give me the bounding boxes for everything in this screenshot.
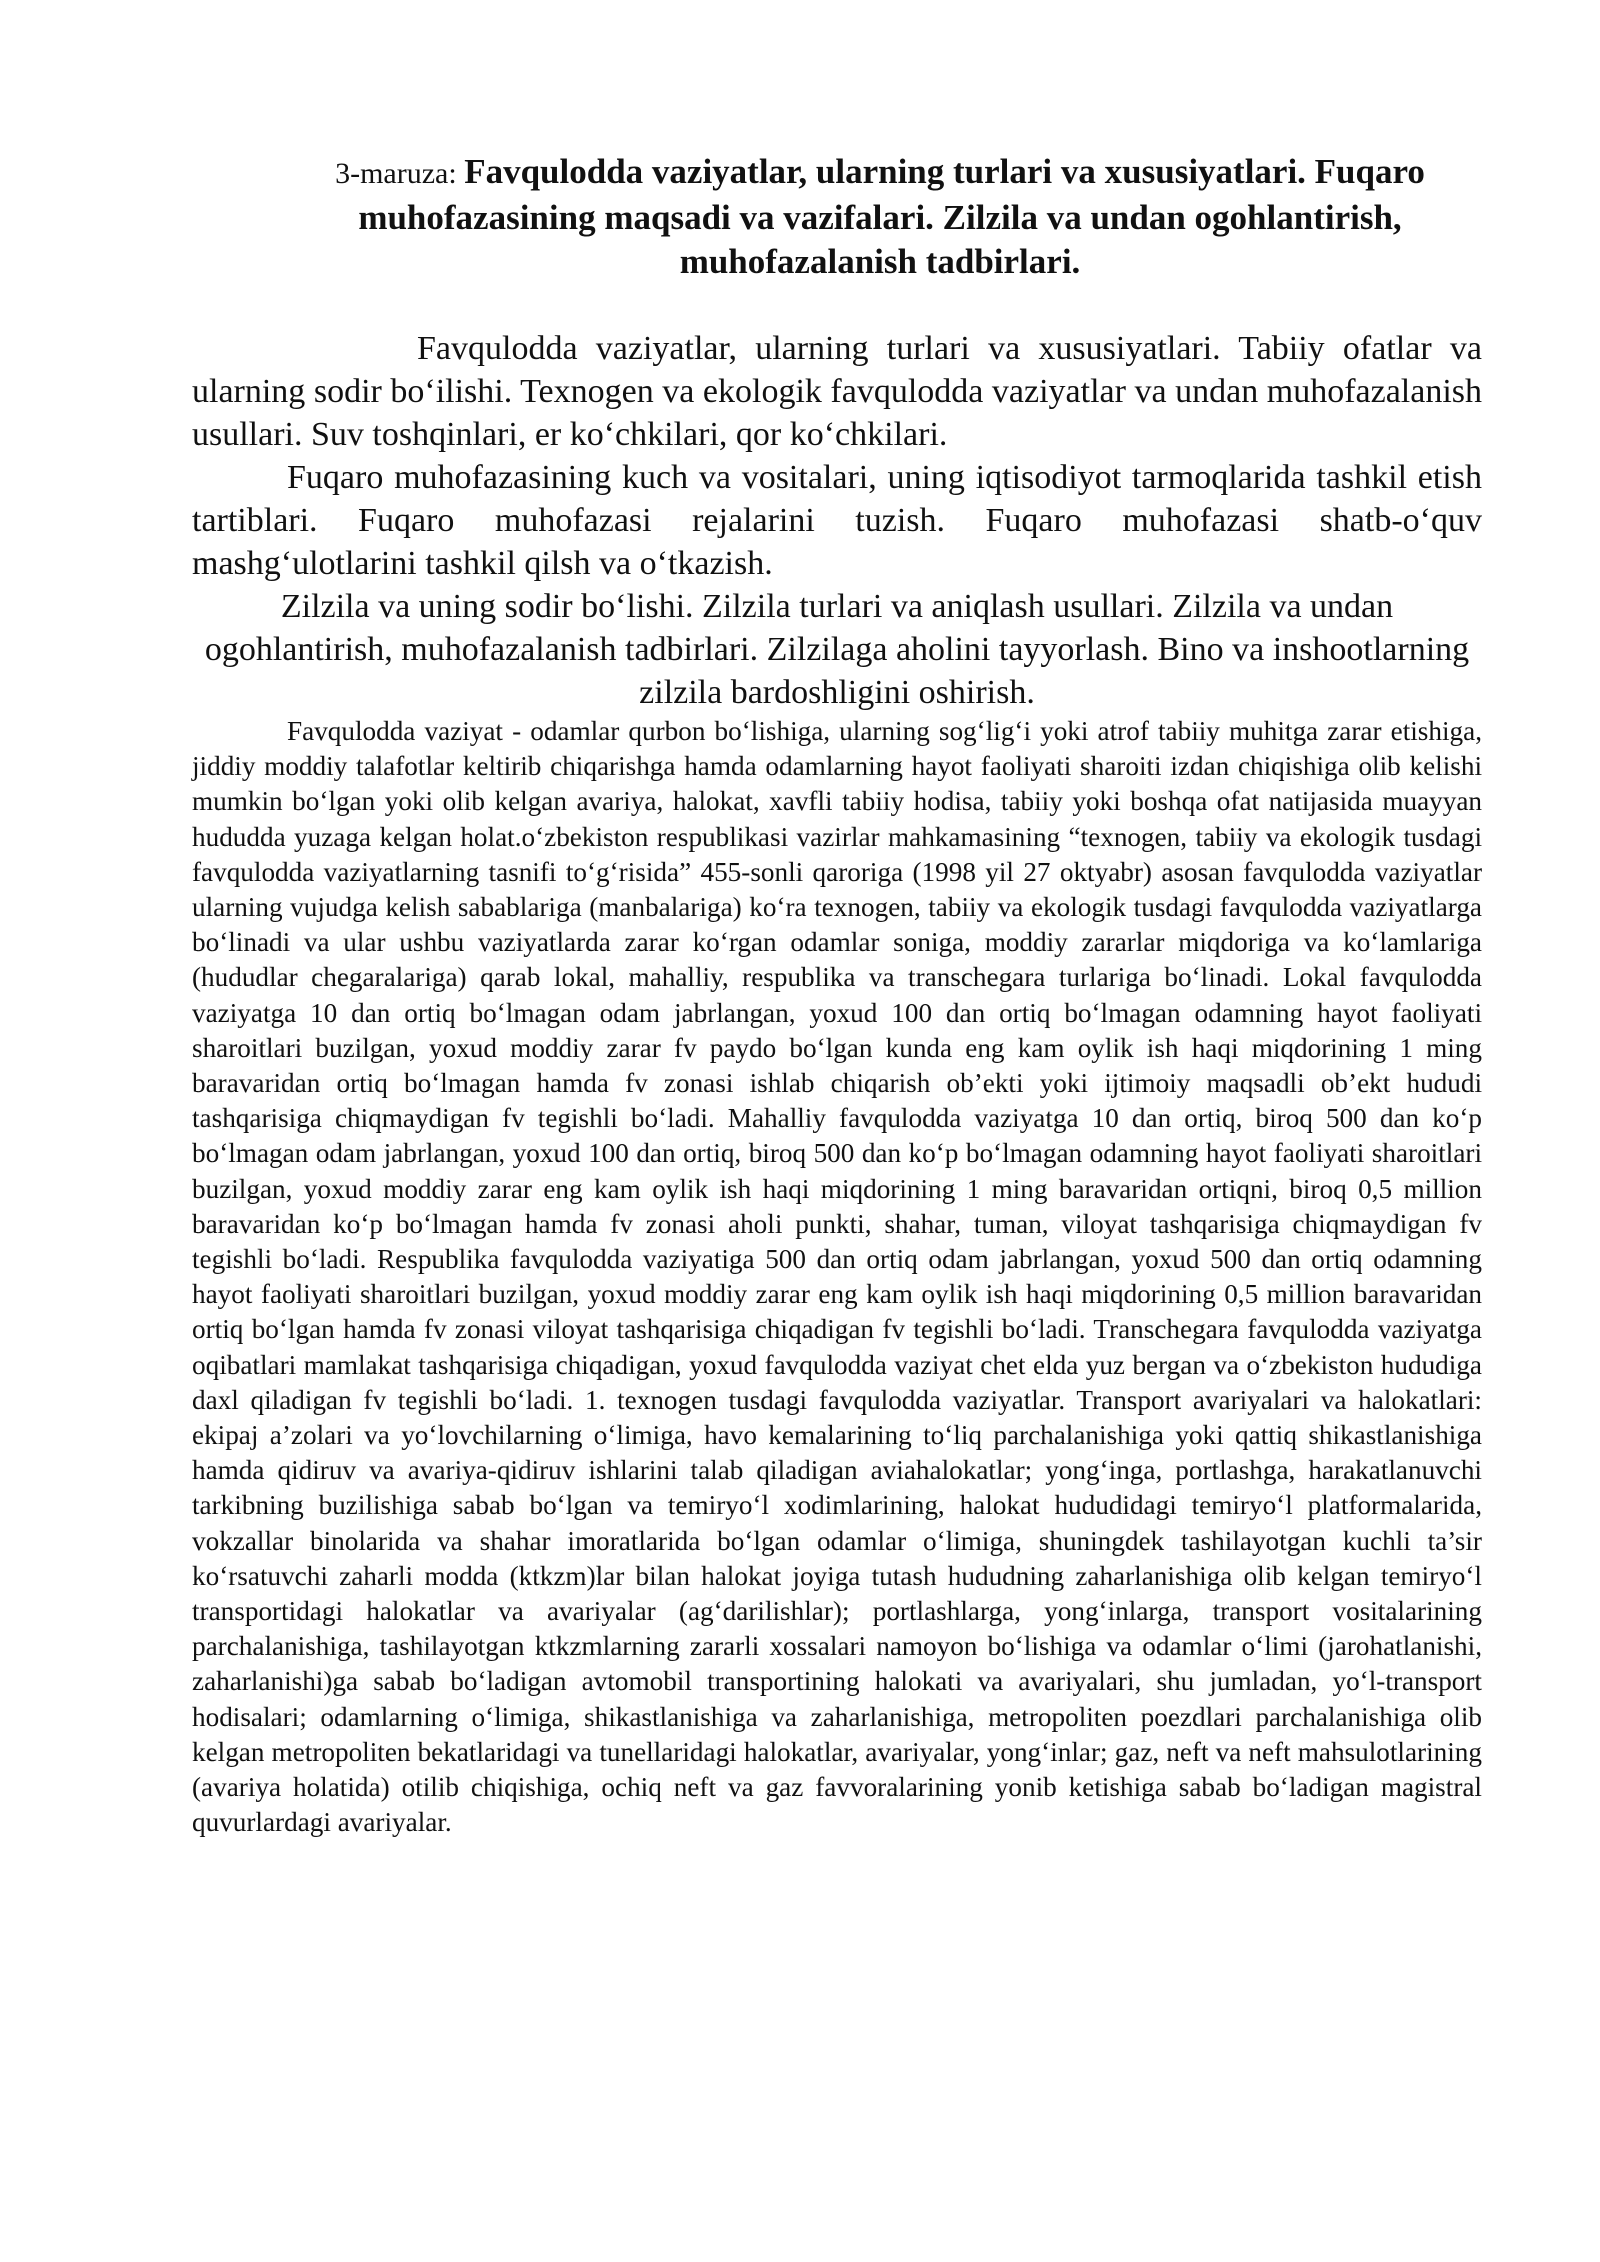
lecture-number: 3-maruza: xyxy=(335,157,465,190)
intro-paragraph-2: Fuqaro muhofazasining kuch va vositalari, uning iqtisodiyot tarmoqlarida tashkil etish tartiblari. Fuqaro muhofazasi rejalarini tuzish. Fuqaro muhofazasi shatb-o‘quv mashg‘ulotlarini tashkil qilsh va o‘tkazish. xyxy=(192,459,1482,582)
body-paragraph: Favqulodda vaziyat - odamlar qurbon bo‘lishiga, ularning sog‘lig‘i yoki atrof tabiiy muhitga zarar etishiga, jiddiy moddiy talafotlar keltirib chiqarishga hamda odamlarning hayot faoliyati sharoiti izdan chiqishiga olib kelishi mumkin bo‘lgan yoki olib kelgan avariya, halokat, xavfli tabiiy hodisa, tabiiy yoki boshqa ofat natijasida muayyan hududda yuzaga kelgan holat.o‘zbekiston respublikasi vazirlar mahkamasining “texnogen, tabiiy va ekologik tusdagi favqulodda vaziyatlarning tasnifi to‘g‘risida” 455-sonli qaroriga (1998 yil 27 oktyabr) asosan favqulodda vaziyatlar ularning vujudga kelish sabablariga (manbalariga) ko‘ra texnogen, tabiiy va ekologik tusdagi favqulodda vaziyatlarga bo‘linadi va ular ushbu vaziyatlarda zarar ko‘rgan odamlar soniga, moddiy zararlar miqdoriga va ko‘lamlariga (hududlar chegaralariga) qarab lokal, mahalliy, respublika va transchegara turlariga bo‘linadi. Lokal favqulodda vaziyatga 10 dan ortiq bo‘lmagan odam jabrlangan, yoxud 100 dan ortiq bo‘lmagan odamning hayot faoliyati sharoitlari buzilgan, yoxud moddiy zarar fv paydo bo‘lgan kunda eng kam oylik ish haqi miqdorining 1 ming baravaridan ortiq bo‘lmagan hamda fv zonasi ishlab chiqarish ob’ekti yoki ijtimoiy maqsadli ob’ekt hududi tashqarisiga chiqmaydigan fv tegishli bo‘ladi. Mahalliy favqulodda vaziyatga 10 dan ortiq, biroq 500 dan ko‘p bo‘lmagan odam jabrlangan, yoxud 100 dan ortiq, biroq 500 dan ko‘p bo‘lmagan odamning hayot faoliyati sharoitlari buzilgan, yoxud moddiy zarar eng kam oylik ish haqi miqdorining 1 ming baravaridan ortiqni, biroq 0,5 million baravaridan ko‘p bo‘lmagan hamda fv zonasi aholi punkti, shahar, tuman, viloyat tashqarisiga chiqmaydigan fv tegishli bo‘ladi. Respublika favqulodda vaziyatiga 500 dan ortiq odam jabrlangan, yoxud 500 dan ortiq odamning hayot faoliyati sharoitlari buzilgan, yoxud moddiy zarar eng kam oylik ish haqi miqdorining 0,5 million baravaridan ortiq bo‘lgan hamda fv zonasi viloyat tashqarisiga chiqadigan fv tegishli bo‘ladi. Transchegara favqulodda vaziyatga oqibatlari mamlakat tashqarisiga chiqadigan, yoxud favqulodda vaziyat chet elda yuz bergan va o‘zbekiston hududiga daxl qiladigan fv tegishli bo‘ladi. 1. texnogen tusdagi favqulodda vaziyatlar. Transport avariyalari va halokatlari: ekipaj a’zolari va yo‘lovchilarning o‘limiga, havo kemalarining to‘liq parchalanishiga yoki qattiq shikastlanishiga hamda qidiruv va avariya-qidiruv ishlarini talab qiladigan aviahalokatlar; yong‘inga, portlashga, harakatlanuvchi tarkibning buzilishiga sabab bo‘lgan va temiryo‘l xodimlarining, halokat hududidagi temiryo‘l platformalarida, vokzallar binolarida va shahar imoratlarida bo‘lgan odamlar o‘limiga, shuningdek tashilayotgan kuchli ta’sir ko‘rsatuvchi zaharli modda (ktkzm)lar bilan halokat joyiga tutash hududning zaharlanishiga olib kelgan temiryo‘l transportidagi halokatlar va avariyalar (ag‘darilishlar); portlashlarga, yong‘inlarga, transport vositalarining parchalanishiga, tashilayotgan ktkzmlarning zararli xossalari namoyon bo‘lishiga va odamlar o‘limi (jarohatlanishi, zaharlanishi)ga sabab bo‘ladigan avtomobil transportining halokati va avariyalari, shu jumladan, yo‘l-transport hodisalari; odamlarning o‘limiga, shikastlanishiga va zaharlanishiga, metropoliten poezdlari parchalanishiga olib kelgan metropoliten bekatlaridagi va tunellaridagi halokatlar, avariyalar, yong‘inlar; gaz, neft va neft mahsulotlarining (avariya holatida) otilib chiqishiga, ochiq neft va gaz favvoralarining yonib ketishiga sabab bo‘ladigan magistral quvurlardagi avariyalar. xyxy=(192,716,1482,1838)
lecture-title xyxy=(270,150,1490,284)
intro-paragraph-1: Favqulodda vaziyatlar, ularning turlari va xususiyatlari. Tabiiy ofatlar va ularning sodir bo‘ilishi. Texnogen va ekologik favqulodda vaziyatlar va undan muhofazalanish usullari. Suv toshqinlari, er ko‘chkilari, qor ko‘chkilari. xyxy=(192,330,1482,453)
intro-paragraph-3: Zilzila va uning sodir bo‘lishi. Zilzila turlari va aniqlash usullari. Zilzila va undan ogohlantirish, muhofazalanish tadbirlari. Zilzilaga aholini tayyorlash. Bino va inshootlarning zilzila bardoshligini oshirish. xyxy=(204,588,1470,711)
lecture-title-text: Favqulodda vaziyatlar, ularning turlari va xususiyatlari. Fuqaro muhofazasining maqsadi va vazifalari. Zilzila va undan ogohlantirish, muhofazalanish tadbirlari. xyxy=(358,152,1425,281)
